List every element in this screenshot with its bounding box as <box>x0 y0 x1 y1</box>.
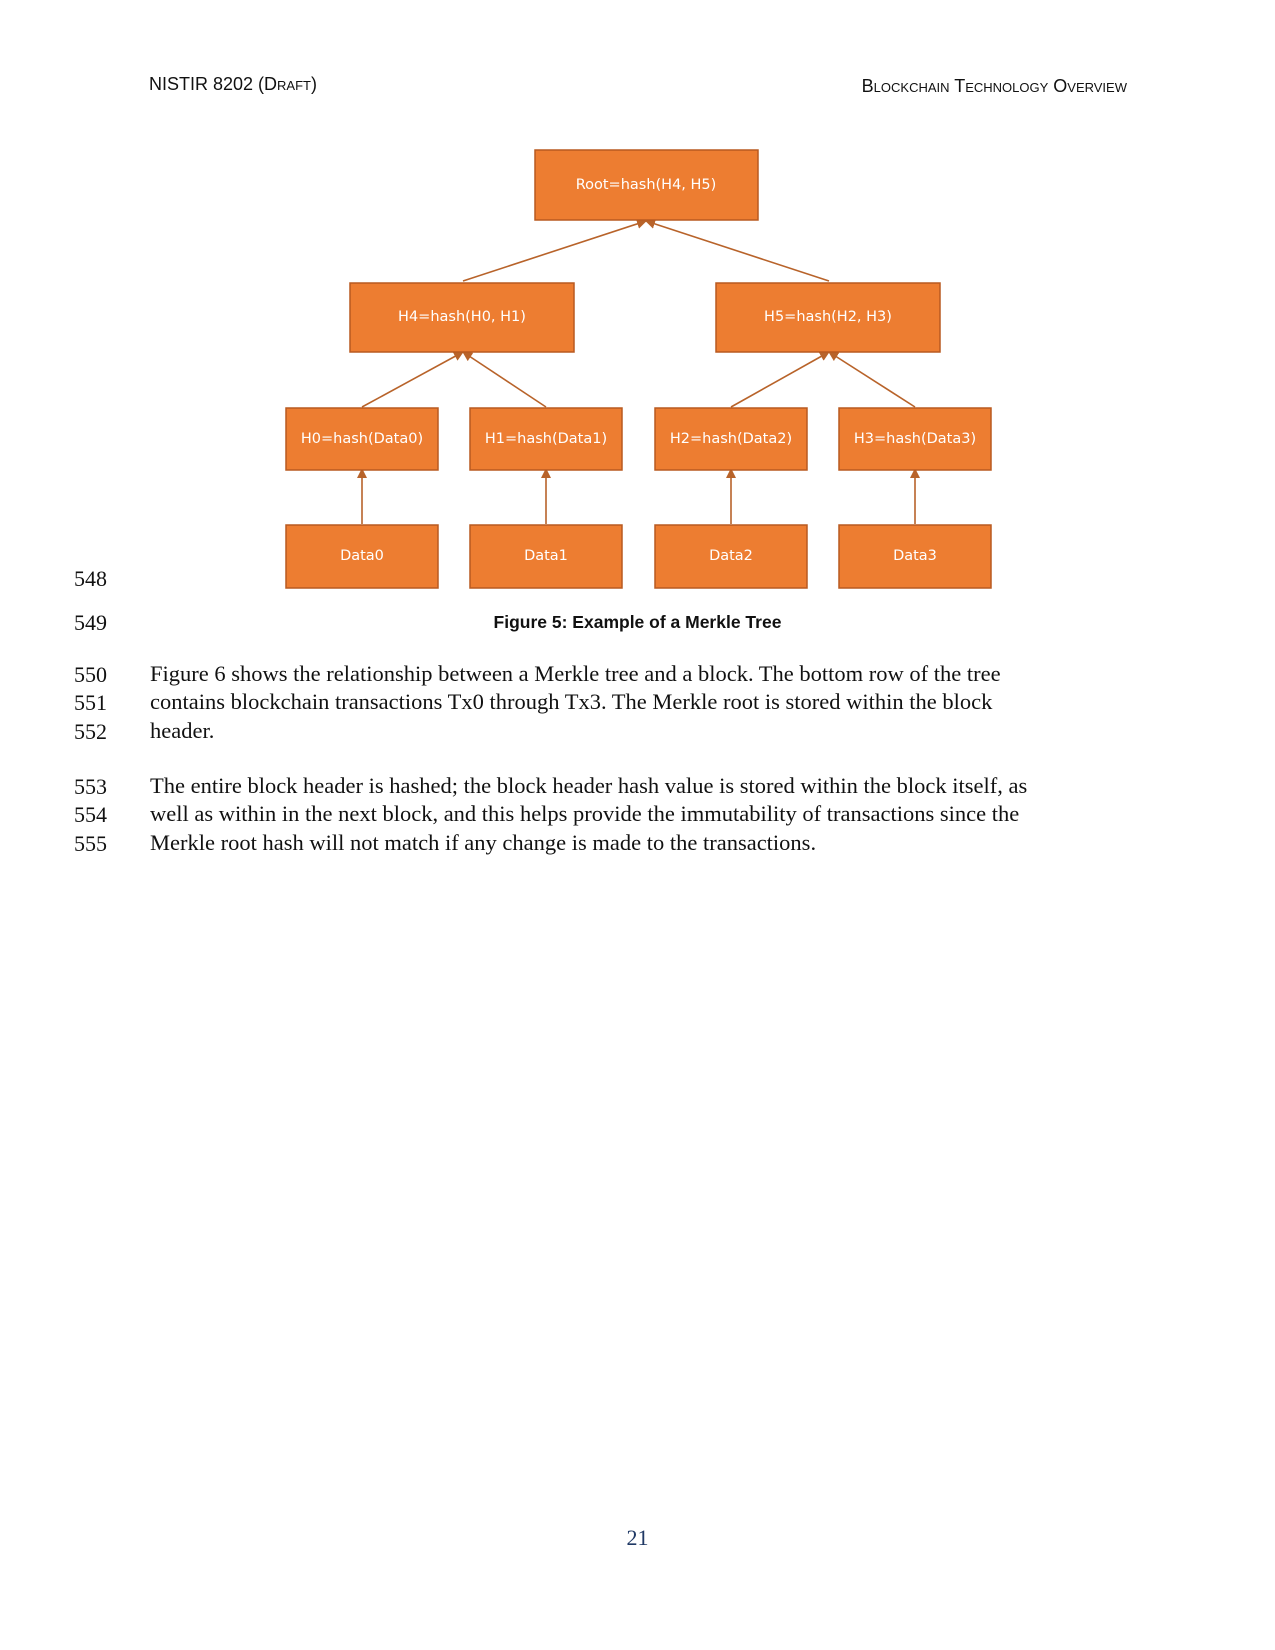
line-number-551: 551 <box>74 690 107 715</box>
figure-caption: Figure 5: Example of a Merkle Tree <box>493 612 782 632</box>
h3-node-label: H3=hash(Data3) <box>853 431 977 447</box>
data1-node <box>470 525 622 588</box>
paragraph-line: Merkle root hash will not match if any change is made to the transactions. <box>150 830 817 855</box>
h0-node-label: H0=hash(Data0) <box>300 431 424 447</box>
edge-h5-to-root <box>646 221 829 281</box>
edge-h3-to-h5 <box>829 352 915 407</box>
paragraph-line: Figure 6 shows the relationship between a Merkle tree and a block. The bottom row of the tree <box>150 661 1001 686</box>
h2-node <box>655 408 807 470</box>
paragraph-line: contains blockchain transactions Tx0 through Tx3. The Merkle root is stored within the block <box>150 689 993 714</box>
data2-node <box>655 525 807 588</box>
root-node <box>535 150 758 220</box>
data3-node <box>839 525 991 588</box>
data0-node <box>286 525 438 588</box>
h4-node <box>350 283 574 352</box>
paragraph-line: The entire block header is hashed; the block header hash value is stored within the block itself, as <box>150 773 1028 798</box>
line-number-552: 552 <box>74 719 107 744</box>
report-id-close: ) <box>311 74 317 94</box>
edge-h1-to-h4 <box>463 352 546 407</box>
line-number-554: 554 <box>74 802 107 827</box>
paragraph-line: header. <box>150 718 215 743</box>
h5-node <box>716 283 940 352</box>
page-number: 21 <box>626 1525 649 1550</box>
edge-h0-to-h4 <box>362 352 463 407</box>
h5-node-label: H5=hash(H2, H3) <box>764 309 892 325</box>
data3-node-label: Data3 <box>893 548 937 564</box>
line-number-555: 555 <box>74 831 107 856</box>
merkle-tree-diagram <box>0 0 1275 620</box>
edge-h4-to-root <box>463 221 646 281</box>
edge-h2-to-h5 <box>731 352 829 407</box>
data0-node-label: Data0 <box>340 548 384 564</box>
line-number-548: 548 <box>74 566 107 591</box>
line-number-550: 550 <box>74 662 107 687</box>
data2-node-label: Data2 <box>709 548 753 564</box>
h1-node-label: H1=hash(Data1) <box>484 431 608 447</box>
h2-node-label: H2=hash(Data2) <box>669 431 793 447</box>
paragraph-line: well as within in the next block, and this helps provide the immutability of transactions since the <box>150 801 1020 826</box>
report-id: NISTIR 8202 ( <box>149 74 265 94</box>
data1-node-label: Data1 <box>524 548 568 564</box>
h3-node <box>839 408 991 470</box>
line-number-553: 553 <box>74 774 107 799</box>
line-number-549: 549 <box>74 610 107 635</box>
draft-label: Draft <box>264 74 311 94</box>
h0-node <box>286 408 438 470</box>
document-title-header: Blockchain Technology Overview <box>861 76 1127 96</box>
h1-node <box>470 408 622 470</box>
root-node-label: Root=hash(H4, H5) <box>575 177 717 193</box>
h4-node-label: H4=hash(H0, H1) <box>398 309 526 325</box>
